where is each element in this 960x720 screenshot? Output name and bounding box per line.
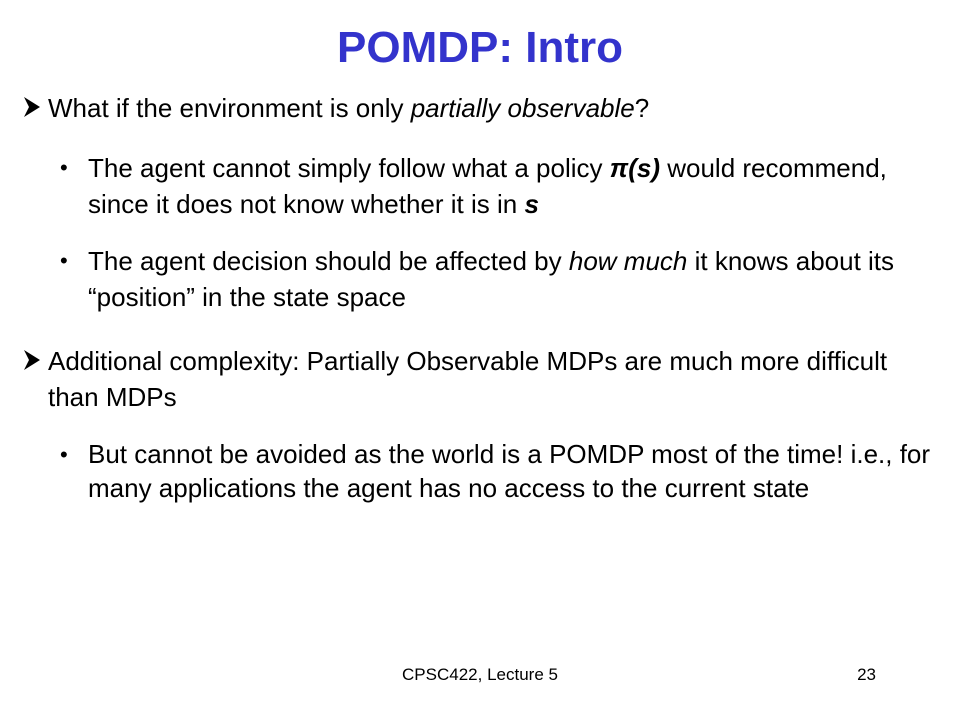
bullet-partially-observable <box>20 90 920 126</box>
subbullet-text <box>88 243 940 315</box>
text-segment: What if the environment is only <box>48 93 411 123</box>
text-segment: The agent decision should be affected by <box>88 246 569 276</box>
subbullet-decision <box>60 243 940 315</box>
bullet-additional-complexity <box>20 343 920 415</box>
subbullet-policy <box>60 150 940 222</box>
subbullet-text: But cannot be avoided as the world is a POMDP most of the time! i.e., for many applications the agent has no access to the current state <box>88 439 931 503</box>
footer-course: CPSC422, Lecture 5 <box>402 665 558 684</box>
slide-title: POMDP: Intro <box>337 23 623 72</box>
subbullet-cannot-be-avoided <box>60 437 940 505</box>
bullet-text: Additional complexity: Partially Observable MDPs are much more difficult than MDPs <box>48 346 888 412</box>
dot-bullet-icon: • <box>60 442 68 467</box>
emphasis-text: partially observable <box>410 93 635 123</box>
subbullet-text <box>88 150 940 222</box>
emphasis-text: how much <box>568 246 688 276</box>
text-segment: ? <box>634 93 650 123</box>
text-segment: would recommend, since it does not know whether it is in <box>88 153 887 219</box>
dot-bullet-icon: • <box>60 155 68 180</box>
policy-symbol: π(s) <box>609 153 661 183</box>
arrow-bullet-icon <box>20 345 46 375</box>
bullet-text <box>48 90 920 126</box>
arrow-bullet-icon <box>20 92 46 122</box>
state-symbol: s <box>524 189 539 219</box>
dot-bullet-icon: • <box>60 248 68 273</box>
text-segment: The agent cannot simply follow what a policy <box>88 153 610 183</box>
footer-page-number: 23 <box>857 665 876 684</box>
text-segment: it knows about its “position” in the state space <box>88 246 895 312</box>
